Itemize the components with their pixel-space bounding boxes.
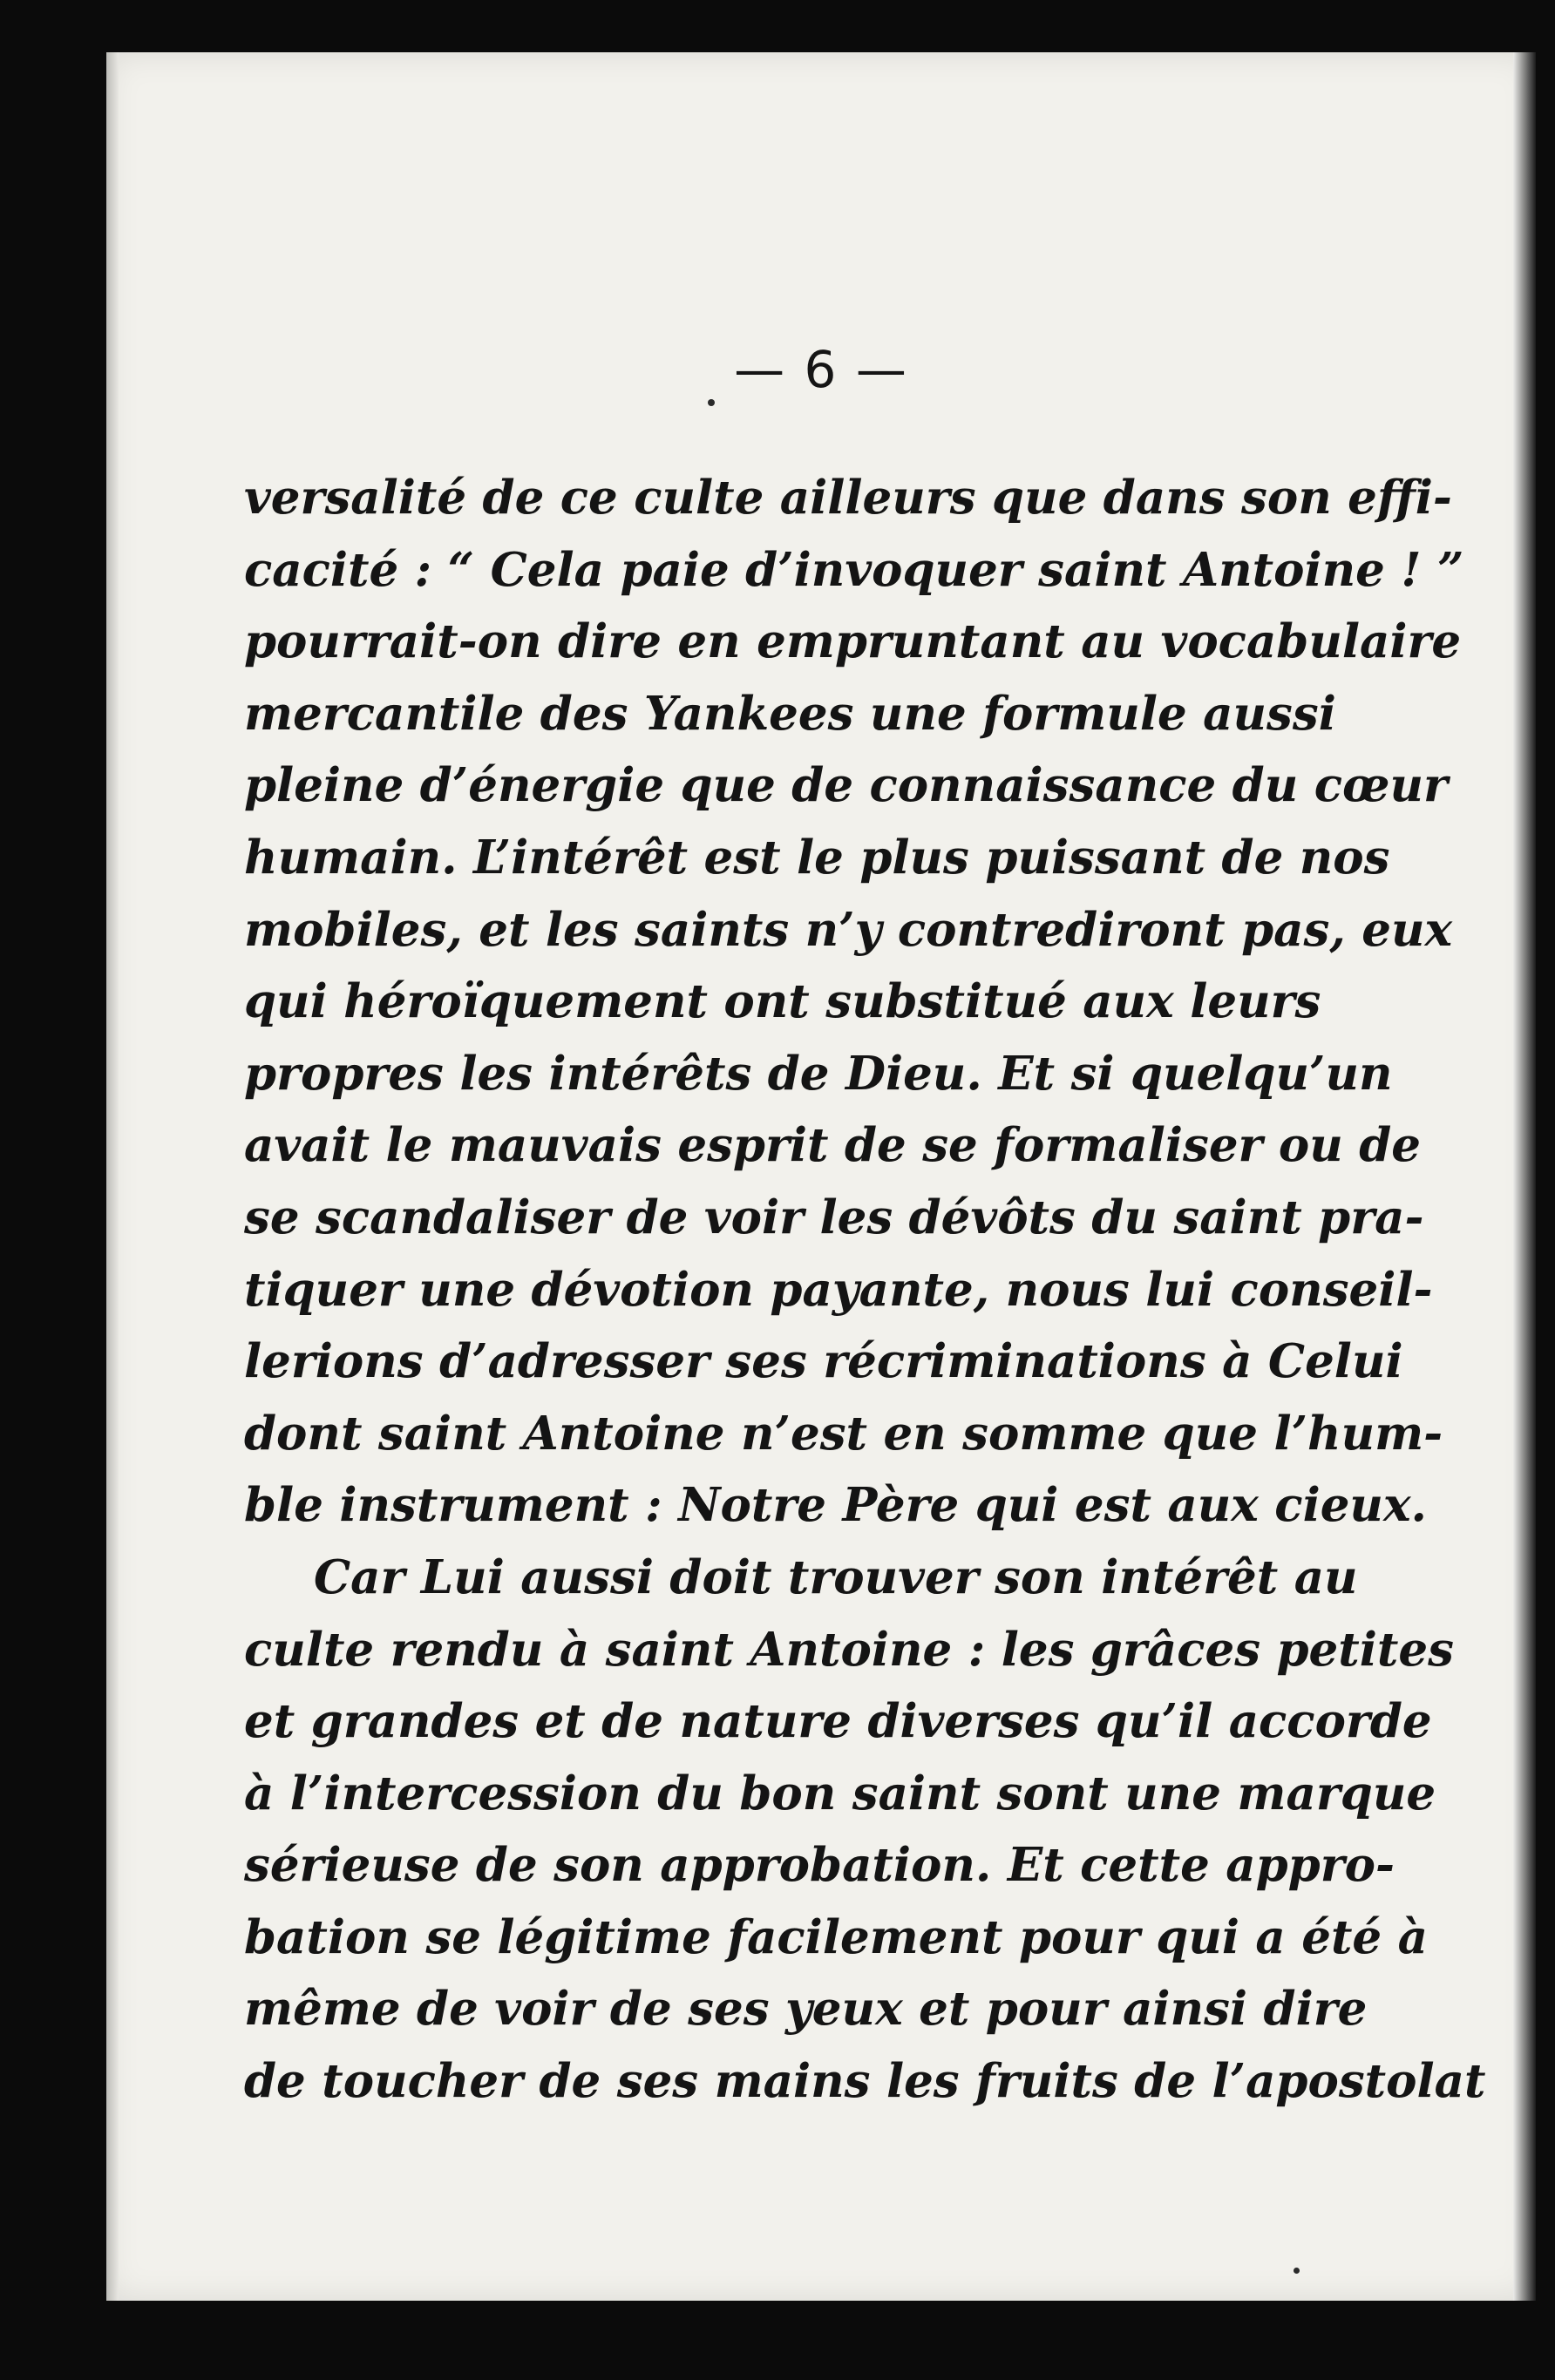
scan-speck <box>708 399 715 406</box>
book-page <box>106 52 1536 2301</box>
body-text <box>244 462 1499 2118</box>
page-number: — 6 — <box>734 340 908 399</box>
paragraph-2: Car Lui aussi doit trouver son intérêt au culte rendu à saint Antoine : les grâces petites et grandes et de nature diverses qu’il accorde à l’intercession du bon saint sont une marque sérieuse de son approbation. Et cette appro- bation se légitime facilement pour qui a été à même de voir de ses yeux et pour ainsi dire de toucher de ses mains les fruits de l’apostolat <box>244 1549 1486 2109</box>
scan-speck <box>1294 2268 1300 2274</box>
paragraph-1: versalité de ce culte ailleurs que dans son effi- cacité : “ Cela paie d’invoquer saint Antoine ! ” pourrait-on dire en empruntant au vocabulaire mercantile des Yankees une formule aussi pleine d’énergie que de connaissance du cœur humain. L’intérêt est le plus puissant de nos mobiles, et les saints n’y contrediront pas, eux qui héroïquement ont substitué aux leurs propres les intérêts de Dieu. Et si quelqu’un avait le mauvais esprit de se formaliser ou de se scandaliser de voir les dévôts du saint pra- tiquer une dévotion payante, nous lui conseil- lerions d’adresser ses récriminations à Celui dont saint Antoine n’est en somme que l’hum- ble instrument : Notre Père qui est aux cieux. <box>244 471 1464 1533</box>
